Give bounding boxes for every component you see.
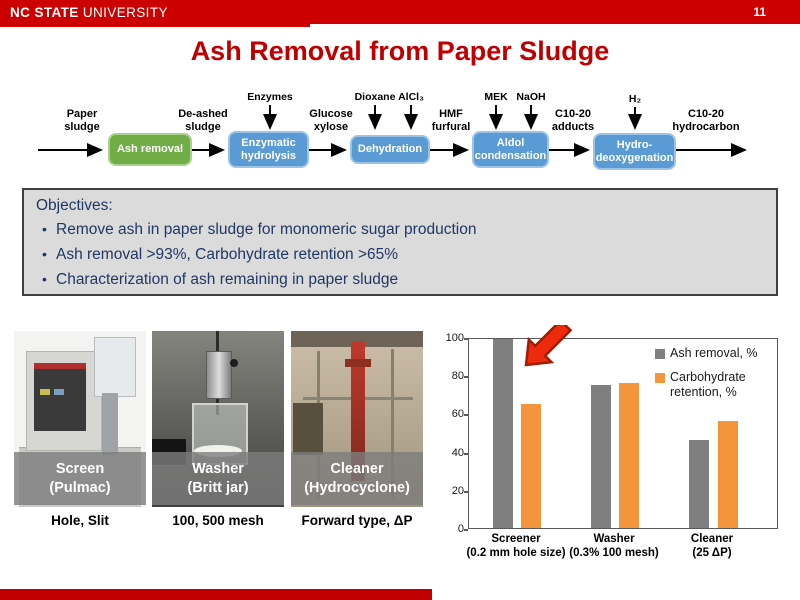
legend-item: [655, 370, 779, 400]
photo-label-overlay: [152, 452, 284, 505]
input-label-naoh: NaOH: [516, 91, 546, 103]
bar-carb-retention-cleaner: [718, 421, 738, 528]
logo-regular-text: UNIVERSITY: [82, 5, 168, 20]
equipment-system: (Pulmac): [49, 479, 111, 496]
input-label-dioxane: Dioxane: [354, 91, 396, 103]
plot-area: [468, 338, 778, 529]
legend-swatch-gray: [655, 349, 665, 359]
equipment-figure-washer: [152, 331, 284, 531]
equipment-rack: [293, 403, 323, 455]
mixer-knob: [230, 359, 238, 367]
y-axis-tick-label: 20: [451, 485, 464, 497]
process-flow-diagram: [30, 85, 780, 180]
y-axis-tick-label: 40: [451, 447, 464, 459]
stream-label-hmf-furfural: HMF furfural: [431, 108, 471, 133]
photo-label-overlay: [291, 452, 423, 505]
equipment-figure-cleaner: [291, 331, 423, 531]
y-axis-tick-label: 0: [457, 523, 464, 535]
legend-label: Carbohydrate retention, %: [670, 370, 746, 399]
legend-item: [655, 346, 779, 361]
y-axis-tick-label: 80: [451, 370, 464, 382]
objective-item: [36, 246, 764, 264]
equipment-system: (Britt jar): [187, 479, 249, 496]
flow-box-aldol-condensation: Aldol condensation: [472, 131, 549, 168]
mixer-motor: [206, 351, 232, 399]
flow-box-hydro-deoxygenation: Hydro-deoxygenation: [593, 133, 676, 170]
stream-label-c10-20-hydrocarbon: C10-20 hydrocarbon: [672, 108, 740, 133]
flow-box-ash-removal: Ash removal: [108, 133, 192, 166]
chart-legend: [655, 346, 779, 409]
stream-label-glucose-xylose: Glucose xylose: [309, 108, 353, 133]
flow-box-enzymatic-hydrolysis: Enzymatic hydrolysis: [228, 131, 309, 168]
bullet-icon: •: [42, 246, 47, 262]
y-axis-tick-mark: [464, 529, 468, 531]
equipment-caption: Forward type, ΔP: [301, 513, 413, 528]
input-label-alcl3: AlCl₃: [398, 91, 424, 103]
control-panel: [34, 363, 86, 431]
slide-number: 11: [753, 5, 766, 19]
objective-text: Characterization of ash remaining in paper sludge: [56, 271, 399, 288]
y-axis-tick-label: 60: [451, 408, 464, 420]
stream-label-paper-sludge: Paper sludge: [64, 108, 100, 133]
footer-red-bar: [0, 589, 432, 600]
nc-state-logo: [10, 5, 168, 20]
stream-label-deashed-sludge: De-ashed sludge: [178, 108, 228, 133]
pipe-flange: [345, 359, 371, 367]
clear-cylinder: [94, 337, 136, 397]
photo-label-overlay: [14, 452, 146, 505]
page-title: Ash Removal from Paper Sludge: [190, 36, 610, 66]
objective-text: Remove ash in paper sludge for monomeric sugar production: [56, 221, 477, 238]
x-axis-label-cleaner: Cleaner (25 ΔP): [690, 533, 734, 559]
input-label-mek: MEK: [484, 91, 508, 103]
legend-label: Ash removal, %: [670, 346, 758, 360]
equipment-figure-screen: [14, 331, 146, 531]
objective-item: [36, 271, 764, 289]
bar-ash-removal-washer: [591, 385, 611, 528]
bar-carb-retention-screener: [521, 404, 541, 528]
bullet-icon: •: [42, 271, 47, 287]
highlight-arrow-icon: [520, 325, 592, 371]
bullet-icon: •: [42, 221, 47, 237]
input-label-h2: H₂: [628, 93, 642, 105]
equipment-name: Screen: [55, 460, 105, 477]
x-axis-label-screener: Screener (0.2 mm hole size): [466, 533, 566, 559]
equipment-caption: 100, 500 mesh: [172, 513, 264, 528]
equipment-caption: Hole, Slit: [51, 513, 109, 528]
objective-text: Ash removal >93%, Carbohydrate retention >65%: [56, 246, 399, 263]
panel-light: [54, 389, 64, 395]
machine-column: [102, 393, 118, 455]
bar-carb-retention-washer: [619, 383, 639, 528]
flow-box-dehydration: Dehydration: [350, 135, 430, 164]
equipment-name: Cleaner: [330, 460, 384, 477]
equipment-name: Washer: [192, 460, 244, 477]
legend-swatch-orange: [655, 373, 665, 383]
objectives-heading: Objectives:: [36, 197, 113, 214]
x-axis-label-washer: Washer (0.3% 100 mesh): [569, 533, 659, 559]
bar-ash-removal-cleaner: [689, 440, 709, 528]
y-axis-tick-label: 100: [445, 332, 464, 344]
objectives-panel: [22, 188, 778, 296]
results-bar-chart: [440, 325, 795, 575]
equipment-system: (Hydrocyclone): [304, 479, 410, 496]
objective-item: [36, 221, 764, 239]
panel-light: [40, 389, 50, 395]
logo-bold-text: NC STATE: [10, 5, 79, 20]
bar-ash-removal-screener: [493, 339, 513, 528]
input-label-enzymes: Enzymes: [247, 91, 293, 103]
stream-label-c10-20-adducts: C10-20 adducts: [551, 108, 595, 133]
